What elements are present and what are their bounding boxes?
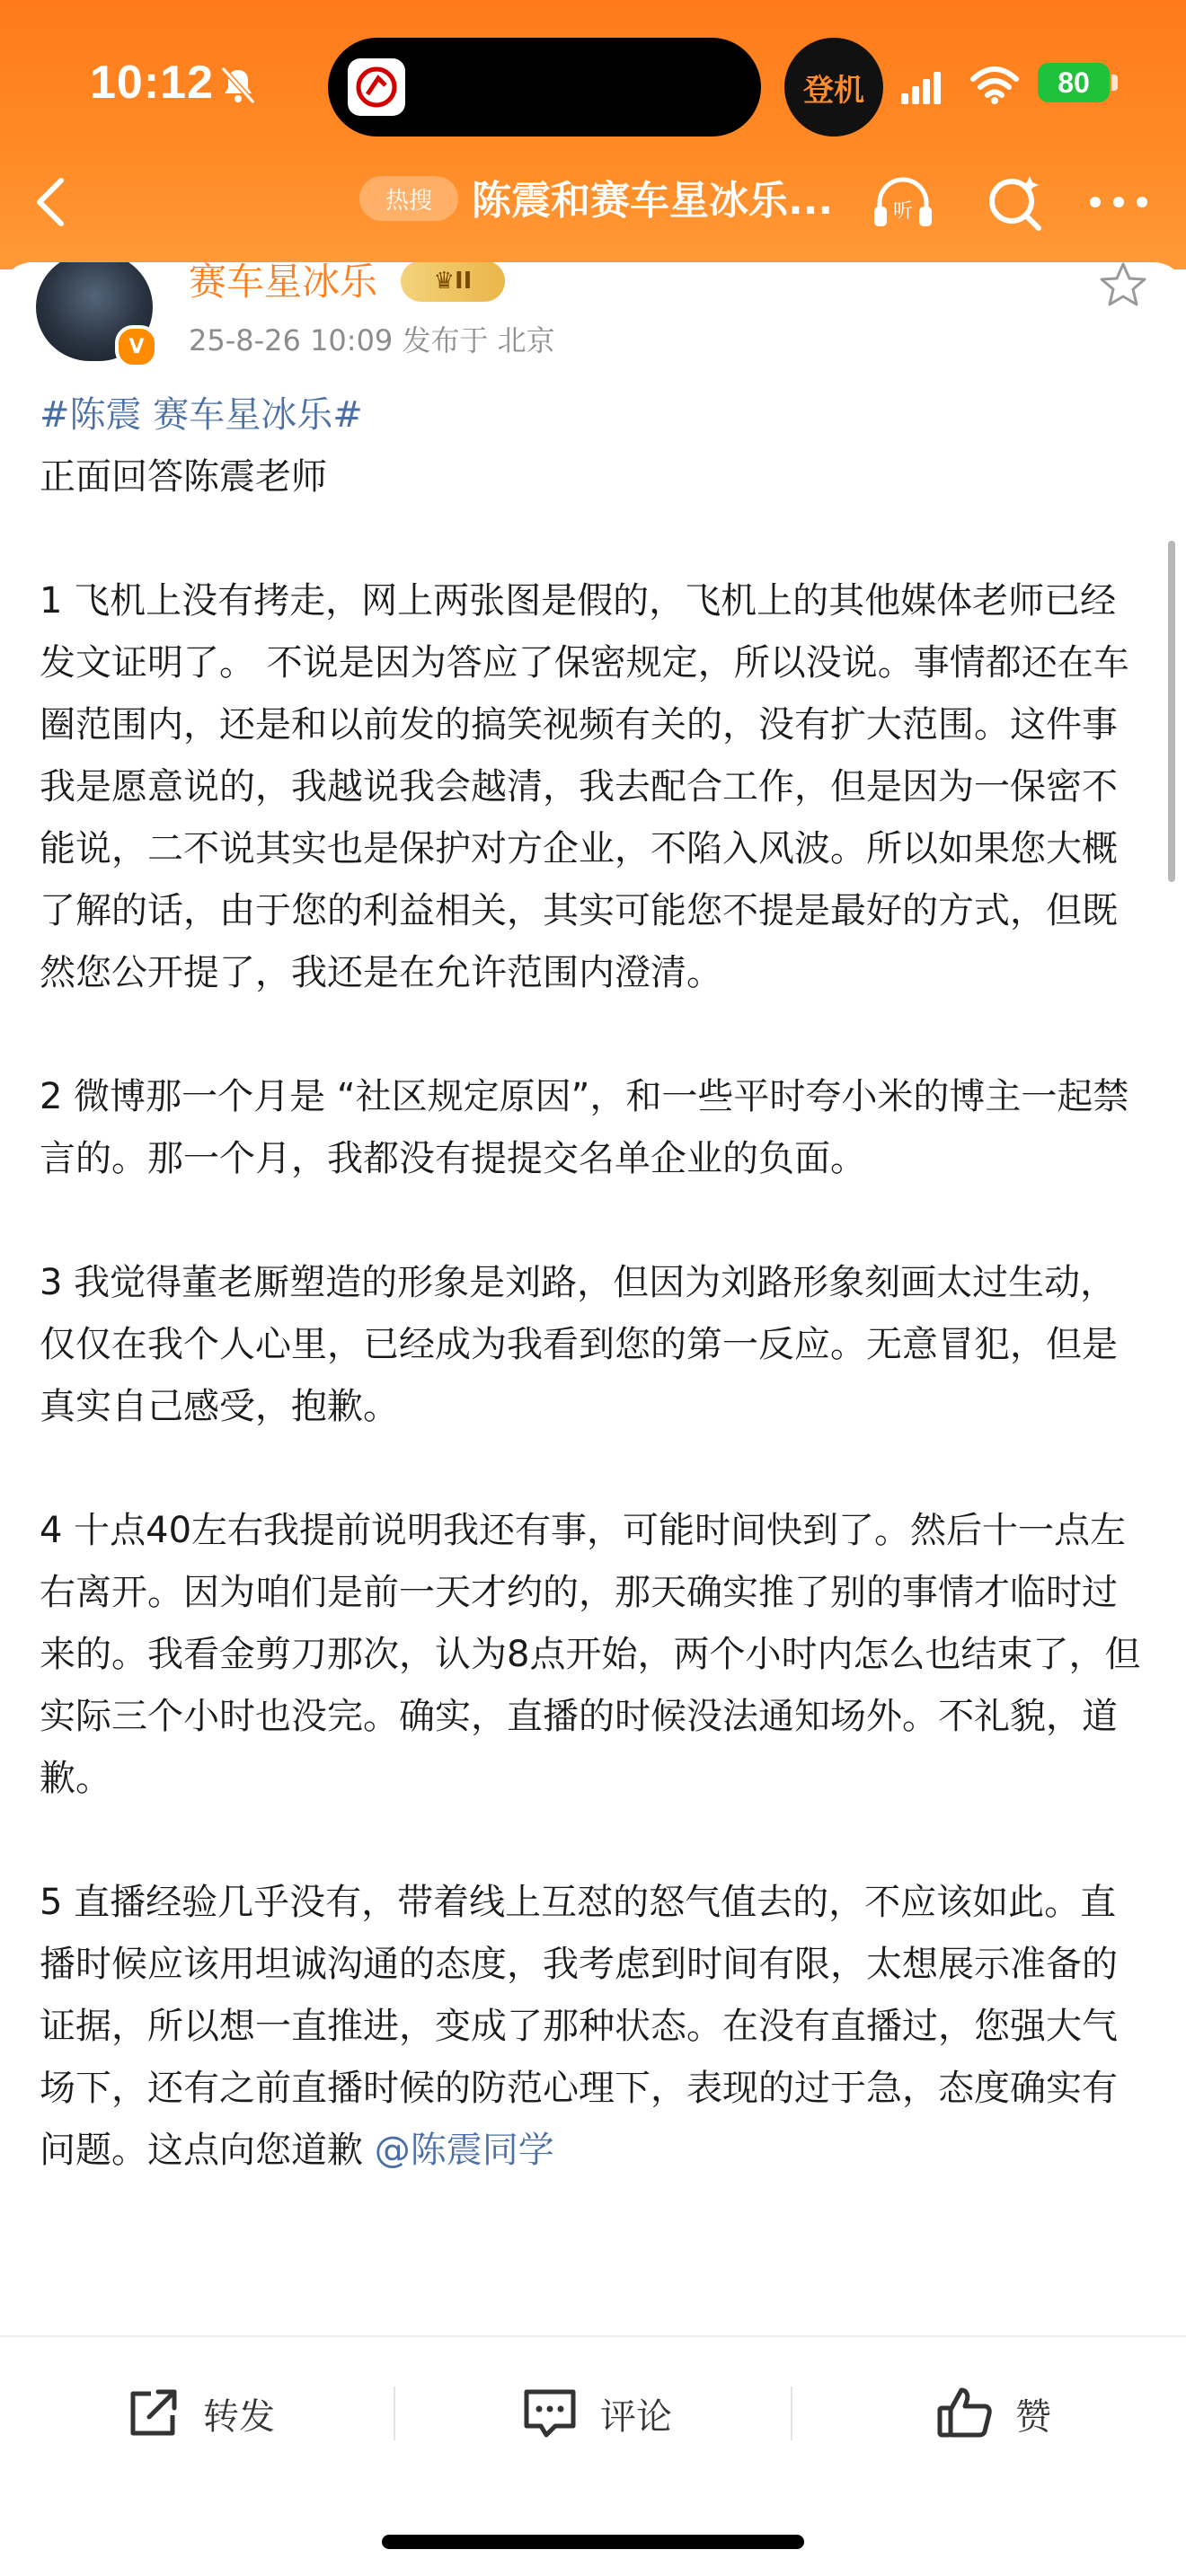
bell-muted-icon xyxy=(216,63,261,108)
post-location: 发布于 北京 xyxy=(402,323,555,357)
divider xyxy=(791,2386,792,2440)
post-date: 25-8-26 10:09 xyxy=(189,323,394,357)
hot-search-badge: 热搜 xyxy=(359,176,458,221)
comment-label: 评论 xyxy=(600,2395,672,2438)
more-icon[interactable] xyxy=(1083,180,1155,225)
verified-icon: V xyxy=(115,325,158,368)
thumbs-up-icon xyxy=(934,2383,996,2444)
back-icon[interactable] xyxy=(27,175,72,229)
paragraph-4: 4 十点40左右我提前说明我还有事，可能时间快到了。然后十一点左右离开。因为咱们是前一天才约的，那天确实推了别的事情才临时过来的。我看金剪刀那次，认为8点开始，两个小时内怎么也结束了，但实际三个小时也没完。确实，直播的时候没法通知场外。不礼貌，道歉。 xyxy=(40,1510,1141,1799)
search-icon[interactable] xyxy=(979,167,1051,239)
login-pill[interactable]: 登机 xyxy=(784,38,883,137)
vip-badge: ♛ II xyxy=(401,262,505,302)
like-label: 赞 xyxy=(1015,2395,1051,2438)
status-time: 10:12 xyxy=(90,57,214,109)
listen-icon[interactable] xyxy=(867,167,939,239)
mention-link[interactable]: @陈震同学 xyxy=(374,2130,554,2171)
repost-button[interactable] xyxy=(122,2337,275,2490)
action-bar xyxy=(0,2335,1186,2490)
post-card xyxy=(0,262,1186,2346)
paragraph-2: 2 微博那一个月是 “社区规定原因”，和一些平时夸小米的博主一起禁言的。那一个月，我都没有提提交名单企业的负面。 xyxy=(40,1076,1129,1179)
wifi-icon xyxy=(970,65,1019,104)
divider xyxy=(394,2386,395,2440)
hashtag-link[interactable]: #陈震 赛车星冰乐# xyxy=(40,394,363,436)
airline-app-icon xyxy=(348,58,405,116)
signal-icon xyxy=(901,70,943,104)
svg-text:听: 听 xyxy=(892,200,914,223)
top-header xyxy=(0,0,1186,269)
scrollbar[interactable] xyxy=(1168,541,1175,882)
author-name[interactable]: 赛车星冰乐 xyxy=(189,262,378,304)
share-icon xyxy=(122,2383,183,2444)
post-intro: 正面回答陈震老师 xyxy=(40,456,327,498)
like-button[interactable] xyxy=(934,2337,1051,2490)
repost-label: 转发 xyxy=(203,2395,275,2438)
paragraph-5: 5 直播经验几乎没有，带着线上互怼的怒气值去的，不应该如此。直播时候应该用坦诚沟通的态度，我考虑到时间有限，太想展示准备的证据，所以想一直推进，变成了那种状态。在没有直播过，您强大气场下，还有之前直播时候的防范心理下，表现的过于急，态度确实有问题。这点向您道歉 xyxy=(40,1882,1118,2171)
favorite-star-icon[interactable] xyxy=(1096,262,1150,313)
post-body xyxy=(40,384,1150,2182)
post-meta xyxy=(189,318,555,359)
home-indicator xyxy=(382,2535,804,2549)
comment-button[interactable] xyxy=(519,2337,672,2490)
battery-cap xyxy=(1111,75,1118,91)
battery-indicator: 80 xyxy=(1038,63,1110,102)
paragraph-1: 1 飞机上没有拷走，网上两张图是假的，飞机上的其他媒体老师已经发文证明了。 不说是因为答应了保密规定，所以没说。事情都还在车圈范围内，还是和以前发的搞笑视频有关的，没有扩大范围。这件事我是愿意说的，我越说我会越清，我去配合工作，但是因为一保密不能说，二不说其实也是保护对方企业，不陷入风波。所以如果您大概了解的话，由于您的利益相关，其实可能您不提是最好的方式，但既然您公开提了，我还是在允许范围内澄清。 xyxy=(40,580,1129,993)
page-title: 陈震和赛车星冰乐... xyxy=(472,178,834,224)
comment-icon xyxy=(519,2383,580,2444)
paragraph-3: 3 我觉得董老厮塑造的形象是刘路，但因为刘路形象刻画太过生动，仅仅在我个人心里，已经成为我看到您的第一反应。无意冒犯，但是真实自己感受，抱歉。 xyxy=(40,1262,1118,1427)
dynamic-island xyxy=(328,38,761,137)
vip-level: II xyxy=(454,268,473,295)
